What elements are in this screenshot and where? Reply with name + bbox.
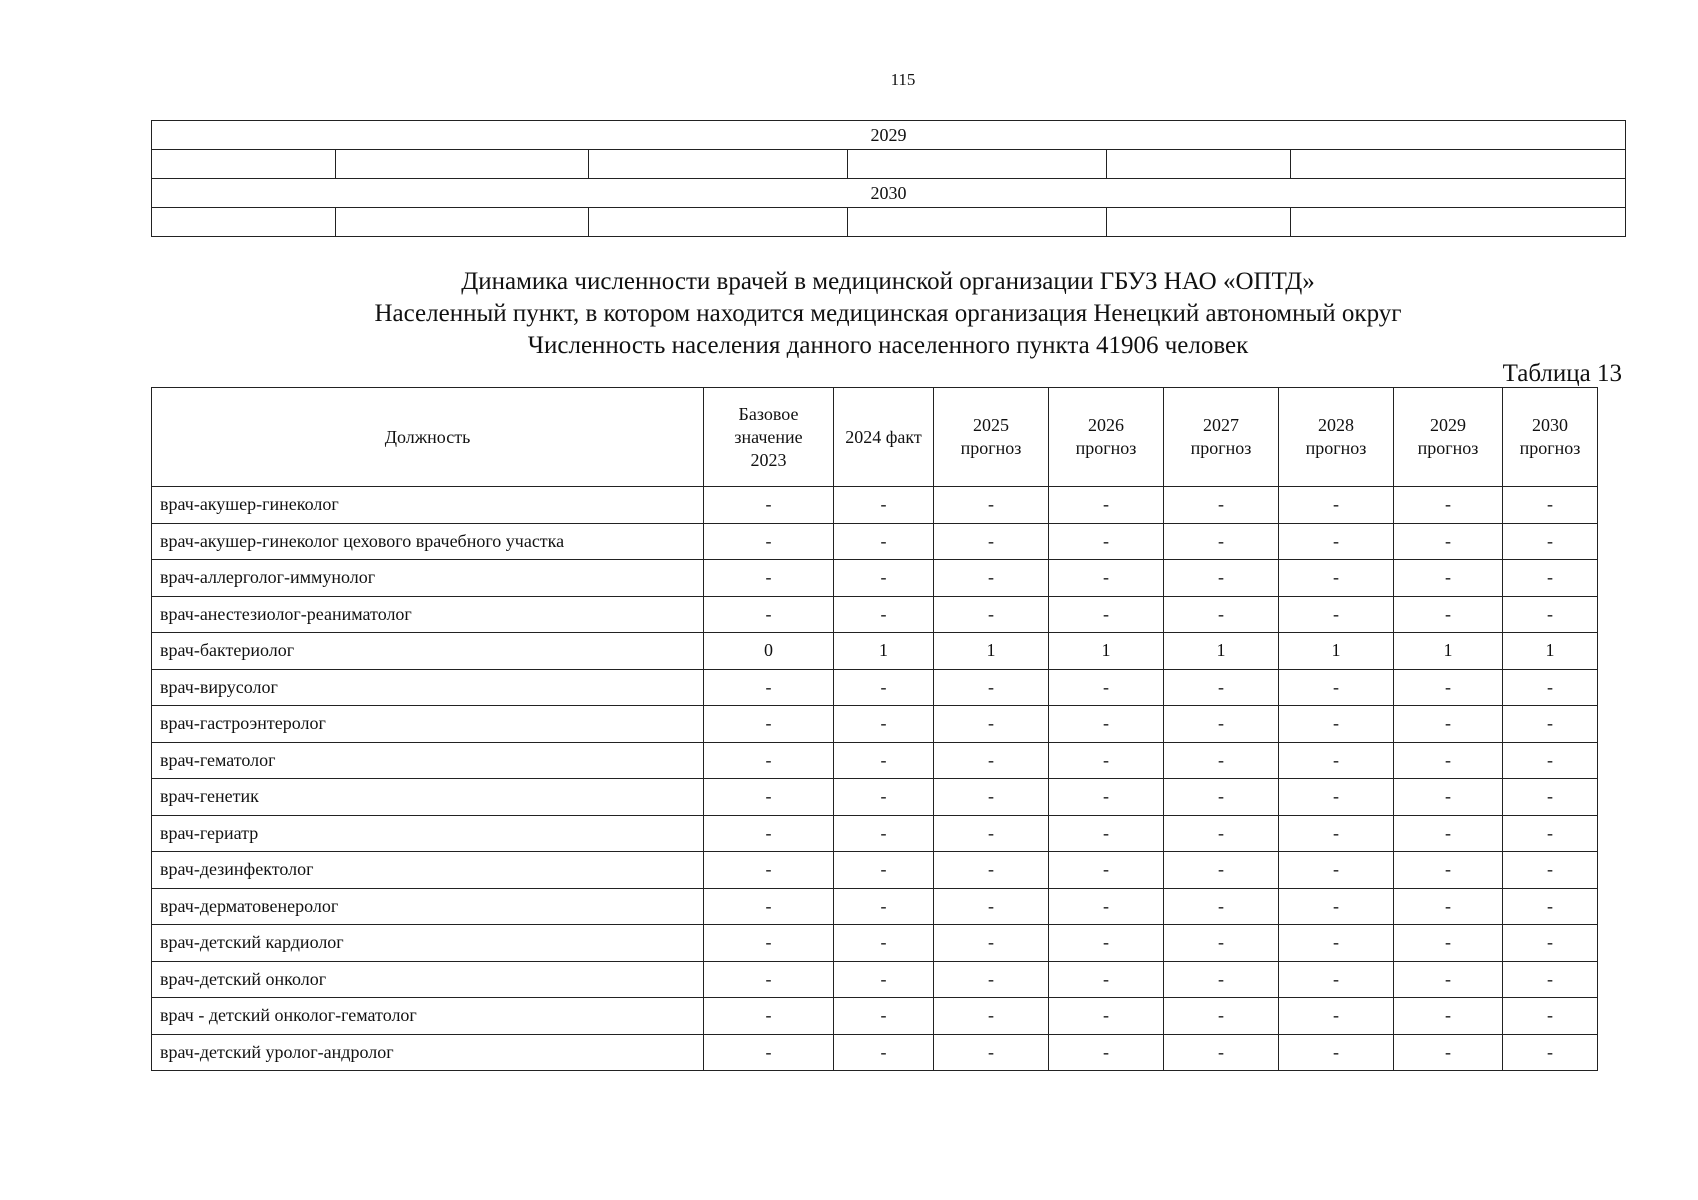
document-title <box>151 266 1625 362</box>
value-cell: - <box>834 560 934 597</box>
header-2028 <box>1279 388 1394 487</box>
position-cell: врач-акушер-гинеколог <box>152 487 704 524</box>
value-cell: - <box>1049 815 1164 852</box>
value-cell: - <box>1049 487 1164 524</box>
table-row <box>152 779 1598 816</box>
value-cell: - <box>704 888 834 925</box>
year-row <box>152 179 1626 208</box>
table-row <box>152 888 1598 925</box>
empty-cell <box>1107 208 1291 237</box>
value-cell: - <box>1503 560 1598 597</box>
empty-cell <box>1107 150 1291 179</box>
value-cell: - <box>1503 779 1598 816</box>
empty-cell <box>848 150 1107 179</box>
value-cell: - <box>1279 779 1394 816</box>
value-cell: - <box>834 961 934 998</box>
value-cell: - <box>1164 742 1279 779</box>
value-cell: - <box>704 998 834 1035</box>
value-cell: - <box>1394 706 1503 743</box>
value-cell: 0 <box>704 633 834 670</box>
value-cell: 1 <box>1164 633 1279 670</box>
year-cell: 2029 <box>152 121 1626 150</box>
header-row <box>152 388 1598 487</box>
value-cell: - <box>1164 852 1279 889</box>
value-cell: - <box>834 1034 934 1071</box>
value-cell: - <box>1279 560 1394 597</box>
value-cell: - <box>1503 852 1598 889</box>
header-base-line-2: значение <box>734 426 803 447</box>
position-cell: врач - детский онколог-гематолог <box>152 998 704 1035</box>
header-2024-fact: 2024 факт <box>834 388 934 487</box>
page-number: 115 <box>890 70 916 89</box>
empty-cell <box>1291 208 1626 237</box>
table-row <box>152 815 1598 852</box>
continued-table <box>151 120 1626 237</box>
value-cell: - <box>1394 669 1503 706</box>
value-cell: - <box>1049 596 1164 633</box>
title-line-3: Численность населения данного населенного пункта 41906 человек <box>527 332 1249 359</box>
value-cell: - <box>1279 1034 1394 1071</box>
value-cell: - <box>704 742 834 779</box>
value-cell: - <box>1279 706 1394 743</box>
empty-cell <box>589 208 848 237</box>
header-2027 <box>1164 388 1279 487</box>
value-cell: - <box>1503 998 1598 1035</box>
position-cell: врач-детский кардиолог <box>152 925 704 962</box>
value-cell: - <box>1164 596 1279 633</box>
table-caption: Таблица 13 <box>1502 360 1622 387</box>
value-cell: - <box>1164 779 1279 816</box>
value-cell: - <box>704 1034 834 1071</box>
value-cell: - <box>704 669 834 706</box>
value-cell: - <box>934 888 1049 925</box>
header-year: 2030 <box>1532 415 1568 435</box>
title-line-1: Динамика численности врачей в медицинской организации ГБУЗ НАО «ОПТД» <box>461 268 1315 295</box>
value-cell: - <box>834 742 934 779</box>
empty-cell <box>336 150 589 179</box>
value-cell: - <box>834 523 934 560</box>
value-cell: - <box>1394 961 1503 998</box>
value-cell: 1 <box>934 633 1049 670</box>
value-cell: - <box>1503 523 1598 560</box>
table-row <box>152 633 1598 670</box>
value-cell: - <box>1394 925 1503 962</box>
position-cell: врач-дерматовенеролог <box>152 888 704 925</box>
value-cell: - <box>834 815 934 852</box>
header-base-line-3: 2023 <box>750 449 787 470</box>
table-row <box>152 852 1598 889</box>
header-forecast: прогноз <box>1519 438 1581 458</box>
value-cell: - <box>1394 1034 1503 1071</box>
value-cell: - <box>704 925 834 962</box>
header-forecast: прогноз <box>960 438 1022 458</box>
value-cell: - <box>834 925 934 962</box>
value-cell: - <box>1049 779 1164 816</box>
table-row <box>152 961 1598 998</box>
table-row <box>152 596 1598 633</box>
value-cell: - <box>1164 961 1279 998</box>
value-cell: - <box>934 560 1049 597</box>
value-cell: - <box>1503 815 1598 852</box>
value-cell: 1 <box>834 633 934 670</box>
year-cell: 2030 <box>152 179 1626 208</box>
table-row <box>152 925 1598 962</box>
value-cell: - <box>934 998 1049 1035</box>
value-cell: - <box>1049 706 1164 743</box>
value-cell: - <box>1279 669 1394 706</box>
table-row <box>152 706 1598 743</box>
value-cell: - <box>704 487 834 524</box>
value-cell: - <box>1503 925 1598 962</box>
value-cell: - <box>1503 706 1598 743</box>
header-forecast: прогноз <box>1305 438 1367 458</box>
position-cell: врач-детский уролог-андролог <box>152 1034 704 1071</box>
value-cell: - <box>1049 669 1164 706</box>
value-cell: - <box>704 815 834 852</box>
position-cell: врач-гастроэнтеролог <box>152 706 704 743</box>
value-cell: - <box>1279 487 1394 524</box>
value-cell: - <box>1394 596 1503 633</box>
header-forecast: прогноз <box>1190 438 1252 458</box>
value-cell: - <box>1049 560 1164 597</box>
value-cell: - <box>704 779 834 816</box>
value-cell: - <box>934 523 1049 560</box>
value-cell: - <box>834 706 934 743</box>
empty-cell <box>1291 150 1626 179</box>
value-cell: - <box>1394 742 1503 779</box>
value-cell: - <box>1164 815 1279 852</box>
value-cell: - <box>1049 888 1164 925</box>
value-cell: - <box>704 560 834 597</box>
header-2026 <box>1049 388 1164 487</box>
value-cell: - <box>834 998 934 1035</box>
value-cell: - <box>834 487 934 524</box>
value-cell: - <box>704 852 834 889</box>
table-row <box>152 487 1598 524</box>
value-cell: - <box>934 596 1049 633</box>
value-cell: - <box>1503 1034 1598 1071</box>
value-cell: - <box>1164 706 1279 743</box>
table-row <box>152 998 1598 1035</box>
header-base <box>704 388 834 487</box>
value-cell: - <box>834 888 934 925</box>
value-cell: - <box>1279 998 1394 1035</box>
title-line-2: Населенный пункт, в котором находится медицинская организация Ненецкий автономный округ <box>374 300 1402 327</box>
position-cell: врач-бактериолог <box>152 633 704 670</box>
empty-cell <box>152 208 336 237</box>
table-row <box>152 523 1598 560</box>
value-cell: 1 <box>1503 633 1598 670</box>
table-body <box>152 487 1598 1071</box>
position-cell: врач-аллерголог-иммунолог <box>152 560 704 597</box>
header-year: 2029 <box>1430 415 1466 435</box>
position-cell: врач-дезинфектолог <box>152 852 704 889</box>
value-cell: - <box>1279 596 1394 633</box>
value-cell: - <box>1164 560 1279 597</box>
value-cell: - <box>1394 560 1503 597</box>
empty-cell <box>336 208 589 237</box>
header-2029 <box>1394 388 1503 487</box>
empty-cell <box>848 208 1107 237</box>
value-cell: 1 <box>1279 633 1394 670</box>
header-position: Должность <box>152 388 704 487</box>
position-cell: врач-анестезиолог-реаниматолог <box>152 596 704 633</box>
value-cell: - <box>1503 669 1598 706</box>
empty-row <box>152 208 1626 237</box>
value-cell: - <box>1394 523 1503 560</box>
value-cell: - <box>704 706 834 743</box>
value-cell: - <box>934 1034 1049 1071</box>
value-cell: - <box>1049 523 1164 560</box>
value-cell: - <box>1049 742 1164 779</box>
value-cell: - <box>834 779 934 816</box>
header-base-line-1: Базовое <box>738 403 799 424</box>
header-forecast: прогноз <box>1075 438 1137 458</box>
value-cell: - <box>1049 925 1164 962</box>
value-cell: - <box>1049 852 1164 889</box>
value-cell: - <box>934 852 1049 889</box>
empty-cell <box>152 150 336 179</box>
value-cell: - <box>1164 669 1279 706</box>
value-cell: - <box>1394 888 1503 925</box>
value-cell: 1 <box>1049 633 1164 670</box>
value-cell: - <box>704 596 834 633</box>
value-cell: - <box>934 706 1049 743</box>
doctors-table <box>151 387 1598 1071</box>
empty-row <box>152 150 1626 179</box>
value-cell: - <box>1279 523 1394 560</box>
header-2030 <box>1503 388 1598 487</box>
position-cell: врач-гериатр <box>152 815 704 852</box>
value-cell: - <box>1049 1034 1164 1071</box>
value-cell: - <box>1164 523 1279 560</box>
value-cell: - <box>1503 487 1598 524</box>
table-row <box>152 560 1598 597</box>
value-cell: - <box>934 961 1049 998</box>
value-cell: - <box>1279 961 1394 998</box>
table-row <box>152 669 1598 706</box>
value-cell: - <box>1279 815 1394 852</box>
position-cell: врач-генетик <box>152 779 704 816</box>
position-cell: врач-гематолог <box>152 742 704 779</box>
value-cell: - <box>1164 888 1279 925</box>
value-cell: - <box>934 742 1049 779</box>
value-cell: 1 <box>1394 633 1503 670</box>
value-cell: - <box>704 961 834 998</box>
value-cell: - <box>1503 742 1598 779</box>
value-cell: - <box>934 669 1049 706</box>
value-cell: - <box>934 779 1049 816</box>
value-cell: - <box>1394 487 1503 524</box>
value-cell: - <box>1279 925 1394 962</box>
header-year: 2025 <box>973 415 1009 435</box>
table-row <box>152 742 1598 779</box>
value-cell: - <box>934 815 1049 852</box>
header-year: 2028 <box>1318 415 1354 435</box>
position-cell: врач-вирусолог <box>152 669 704 706</box>
value-cell: - <box>1394 815 1503 852</box>
value-cell: - <box>834 852 934 889</box>
value-cell: - <box>1394 998 1503 1035</box>
value-cell: - <box>934 925 1049 962</box>
value-cell: - <box>704 523 834 560</box>
value-cell: - <box>1394 852 1503 889</box>
value-cell: - <box>834 669 934 706</box>
value-cell: - <box>1503 961 1598 998</box>
header-year: 2027 <box>1203 415 1239 435</box>
empty-cell <box>589 150 848 179</box>
value-cell: - <box>1394 779 1503 816</box>
value-cell: - <box>1279 852 1394 889</box>
table-row <box>152 1034 1598 1071</box>
value-cell: - <box>1164 998 1279 1035</box>
value-cell: - <box>1164 487 1279 524</box>
value-cell: - <box>1164 925 1279 962</box>
year-row <box>152 121 1626 150</box>
value-cell: - <box>934 487 1049 524</box>
value-cell: - <box>1503 596 1598 633</box>
header-2025 <box>934 388 1049 487</box>
value-cell: - <box>834 596 934 633</box>
value-cell: - <box>1503 888 1598 925</box>
value-cell: - <box>1049 961 1164 998</box>
position-cell: врач-акушер-гинеколог цехового врачебного участка <box>152 523 704 560</box>
header-forecast: прогноз <box>1417 438 1479 458</box>
position-cell: врач-детский онколог <box>152 961 704 998</box>
value-cell: - <box>1049 998 1164 1035</box>
value-cell: - <box>1164 1034 1279 1071</box>
value-cell: - <box>1279 888 1394 925</box>
header-year: 2026 <box>1088 415 1124 435</box>
value-cell: - <box>1279 742 1394 779</box>
